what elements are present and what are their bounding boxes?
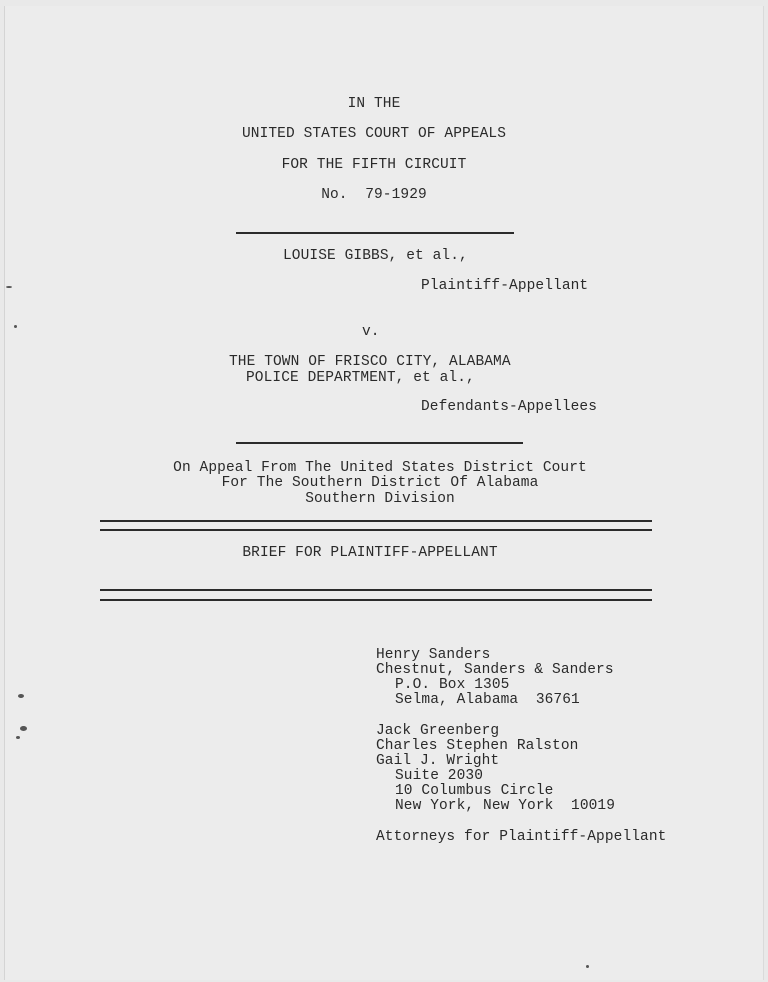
title-rule-top-1 xyxy=(100,520,652,522)
defendant-role: Defendants-Appellees xyxy=(421,399,598,415)
appeal-line-3: Southern Division xyxy=(305,491,455,507)
counsel-address-2-line-3: New York, New York 10019 xyxy=(395,798,616,814)
counsel-name-2: Jack Greenberg xyxy=(376,723,500,739)
brief-title: BRIEF FOR PLAINTIFF-APPELLANT xyxy=(242,545,498,561)
case-number: No. 79-1929 xyxy=(321,187,427,203)
counsel-address-1-line-2: Selma, Alabama 36761 xyxy=(395,692,580,708)
defendant-line-2: POLICE DEPARTMENT, et al., xyxy=(246,370,475,386)
caption-rule xyxy=(236,232,514,234)
appeal-line-2: For The Southern District Of Alabama xyxy=(221,475,539,491)
appeal-line-1: On Appeal From The United States District Court xyxy=(173,460,587,476)
scan-speck xyxy=(16,736,20,739)
scan-speck xyxy=(6,286,12,288)
versus: v. xyxy=(362,324,380,340)
scan-speck xyxy=(18,694,24,698)
plaintiff-name: LOUISE GIBBS, et al., xyxy=(283,248,468,264)
counsel-address-1-line-1: P.O. Box 1305 xyxy=(395,677,510,693)
caption-court-name: UNITED STATES COURT OF APPEALS xyxy=(241,126,507,142)
counsel-address-2-line-2: 10 Columbus Circle xyxy=(395,783,554,799)
counsel-name-3: Charles Stephen Ralston xyxy=(376,738,579,754)
plaintiff-role: Plaintiff-Appellant xyxy=(421,278,589,294)
caption-circuit: FOR THE FIFTH CIRCUIT xyxy=(281,157,467,173)
scan-speck xyxy=(20,726,27,731)
parties-rule xyxy=(236,442,523,444)
title-rule-bottom-1 xyxy=(100,589,652,591)
title-rule-bottom-2 xyxy=(100,599,652,601)
scan-speck xyxy=(586,965,589,968)
counsel-name-4: Gail J. Wright xyxy=(376,753,500,769)
counsel-address-2-line-1: Suite 2030 xyxy=(395,768,484,784)
title-rule-top-2 xyxy=(100,529,652,531)
scan-speck xyxy=(14,325,17,328)
counsel-firm-1: Chestnut, Sanders & Sanders xyxy=(376,662,614,678)
caption-in-the: IN THE xyxy=(347,96,401,112)
defendant-line-1: THE TOWN OF FRISCO CITY, ALABAMA xyxy=(229,354,511,370)
counsel-role: Attorneys for Plaintiff-Appellant xyxy=(376,829,667,845)
counsel-name-1: Henry Sanders xyxy=(376,647,491,663)
